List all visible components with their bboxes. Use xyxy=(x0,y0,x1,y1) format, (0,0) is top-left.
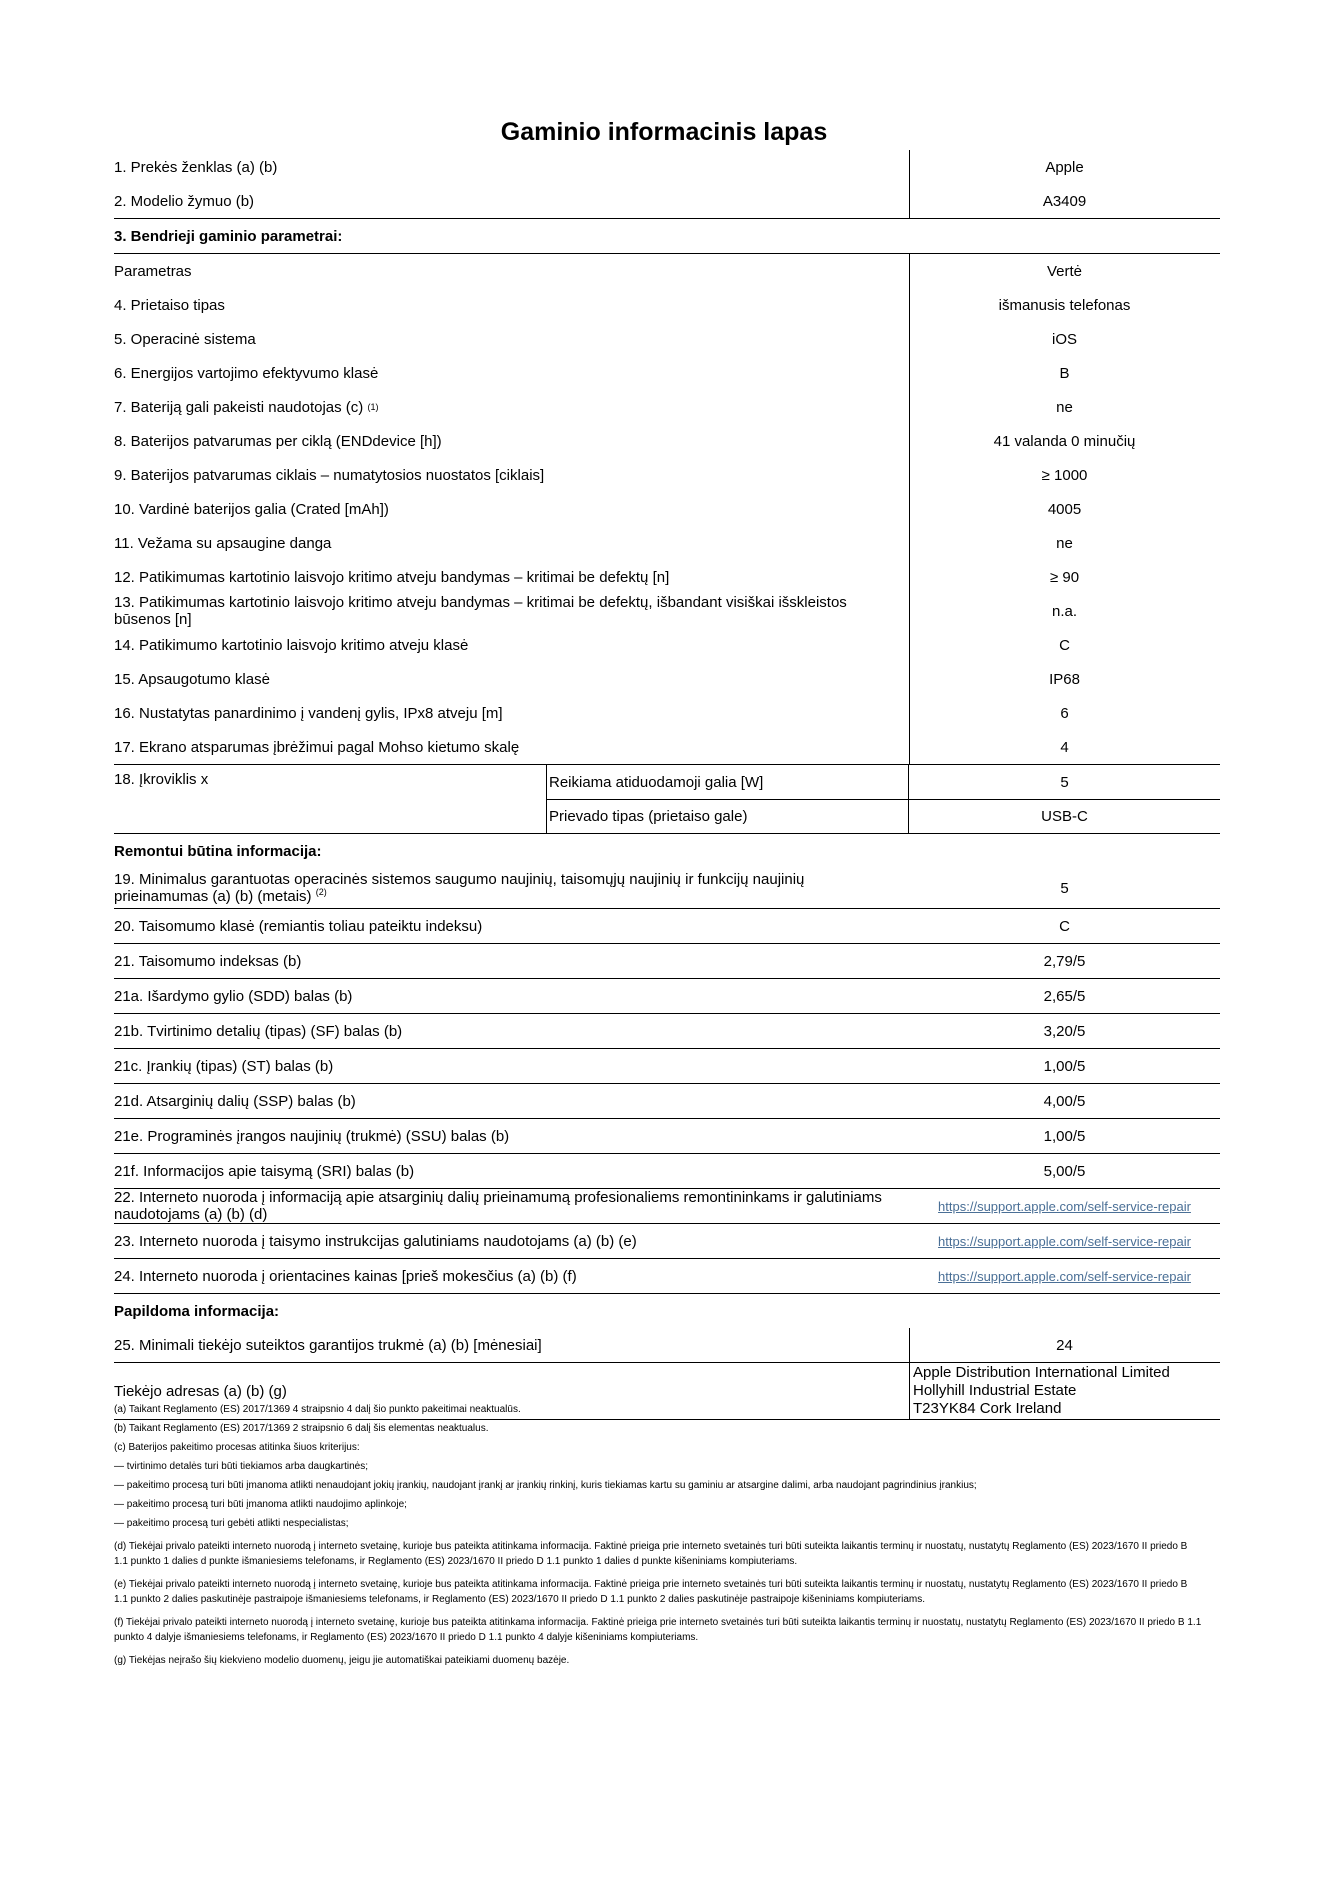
row-label: 9. Baterijos patvarumas ciklais – numatytosios nuostatos [ciklais] xyxy=(114,466,545,484)
table-row xyxy=(114,979,1220,1014)
footnote-ref: (2) xyxy=(315,887,327,897)
row-value: A3409 xyxy=(1042,192,1087,210)
table-row xyxy=(114,909,1220,944)
row-label: 13. Patikimumas kartotinio laisvojo kritimo atveju bandymas – kritimai be defektų, išbandant visiškai išskleistos būsenos [n] xyxy=(114,594,847,628)
address-line: Hollyhill Industrial Estate xyxy=(913,1382,1077,1399)
row-value: 4 xyxy=(1060,738,1069,756)
row-value: ne xyxy=(1056,534,1073,552)
table-row xyxy=(114,150,1220,184)
table-row xyxy=(114,594,1220,628)
row-label: 24. Interneto nuoroda į orientacines kainas [prieš mokesčius (a) (b) (f) xyxy=(114,1267,577,1285)
row-label-text: 19. Minimalus garantuotas operacinės sistemos saugumo naujinių, taisomųjų naujinių ir funkcijų naujinių prieinamumas (a) (b) (metais) xyxy=(114,871,805,905)
table-row xyxy=(114,868,1220,909)
table-row xyxy=(114,526,1220,560)
row-value: 4005 xyxy=(1047,500,1082,518)
table-row xyxy=(114,288,1220,322)
row-label: 5. Operacinė sistema xyxy=(114,330,256,348)
address-line: Apple Distribution International Limited xyxy=(913,1364,1170,1381)
table-row xyxy=(114,560,1220,594)
charger-label: 18. Įkroviklis x xyxy=(114,771,209,788)
row-value: ≥ 1000 xyxy=(1041,466,1088,484)
footnote-c: (c) Baterijos pakeitimo procesas atitinka šiuos kriterijus: xyxy=(114,1442,360,1453)
row-label: 10. Vardinė baterijos galia (Crated [mAh]) xyxy=(114,500,389,518)
row-label: 1. Prekės ženklas (a) (b) xyxy=(114,158,278,176)
table-row xyxy=(114,696,1220,730)
row-value-cell xyxy=(909,1189,1220,1223)
footnote-c-item: — pakeitimo procesą turi gebėti atlikti nespecialistas; xyxy=(114,1518,349,1529)
footnote-c-item: — pakeitimo procesą turi būti įmanoma atlikti nenaudojant jokių įrankių, naudojant įrankį ar įrankių rinkinį, kuris tiekiamas kartu su gaminiu ar atsargine dalimi, arba naudojant pagrindinius įrankius; xyxy=(114,1480,977,1491)
row-value: 1,00/5 xyxy=(1043,1127,1086,1145)
row-value-cell xyxy=(909,1224,1220,1258)
table-row xyxy=(114,424,1220,458)
row-label: 22. Interneto nuoroda į informaciją apie atsarginių dalių prieinamumą profesionaliems remontininkams ir galutiniams naudotojams (a) (b) (d) xyxy=(114,1189,882,1223)
charger-port-label: Prievado tipas (prietaiso gale) xyxy=(546,799,909,833)
row-label: 21e. Programinės įrangos naujinių (trukmė) (SSU) balas (b) xyxy=(114,1127,510,1145)
charger-power-row xyxy=(546,765,1220,800)
section-general-header xyxy=(114,219,1220,254)
table-row xyxy=(114,1119,1220,1154)
footnote-e: (e) Tiekėjai privalo pateikti interneto nuorodą į interneto svetainę, kurioje bus pateikta atitinkama informacija. Faktinė prieiga prie interneto svetainės turi būti suteikta laikantis terminų ir nuostatų, nustatytų Reglamento (ES) 2023/1670 II priedo B 1.1 punkto 2 dalies paskutinėje pastraipoje išmaniesiems telefonams, ir Reglamento (ES) 2023/1670 II priedo D 1.1 punkto 2 dalies paskutinėje pastraipoje kišeniniams kompiuteriams. xyxy=(114,1579,1188,1605)
table-row xyxy=(114,1084,1220,1119)
row-label: 25. Minimali tiekėjo suteiktos garantijos trukmė (a) (b) [mėnesiai] xyxy=(114,1336,542,1354)
row-label: 8. Baterijos patvarumas per ciklą (ENDdevice [h]) xyxy=(114,432,442,450)
footnote-c-item: — pakeitimo procesą turi būti įmanoma atlikti naudojimo aplinkoje; xyxy=(114,1499,407,1510)
row-label: 21c. Įrankių (tipas) (ST) balas (b) xyxy=(114,1057,334,1075)
row-label: 21b. Tvirtinimo detalių (tipas) (SF) balas (b) xyxy=(114,1022,403,1040)
section-additional-header xyxy=(114,1294,1220,1328)
row-value: 5,00/5 xyxy=(1043,1162,1086,1180)
footnotes xyxy=(114,1402,1204,1668)
params-header-label: Parametras xyxy=(114,262,192,280)
table-row xyxy=(114,1154,1220,1189)
table-row xyxy=(114,1328,1220,1362)
self-service-repair-link[interactable]: https://support.apple.com/self-service-repair xyxy=(938,1268,1191,1284)
table-row xyxy=(114,730,1220,764)
table-row xyxy=(114,1014,1220,1049)
row-value: Apple xyxy=(1045,158,1084,176)
row-label: 7. Bateriją gali pakeisti naudotojas (c) (1) xyxy=(114,398,379,416)
row-value: 5 xyxy=(1060,879,1069,897)
section-title: Papildoma informacija: xyxy=(114,1302,280,1320)
table-row xyxy=(114,184,1220,219)
self-service-repair-link[interactable]: https://support.apple.com/self-service-repair xyxy=(938,1198,1191,1214)
row-value: 2,79/5 xyxy=(1043,952,1086,970)
table-row xyxy=(114,662,1220,696)
section-repair-header xyxy=(114,834,1220,868)
row-value: IP68 xyxy=(1049,670,1080,688)
table-row xyxy=(114,1049,1220,1084)
table-row xyxy=(114,492,1220,526)
row-label xyxy=(114,868,902,908)
row-value: 6 xyxy=(1060,704,1069,722)
footnote-c-item: — tvirtinimo detalės turi būti tiekiamos arba daugkartinės; xyxy=(114,1461,369,1472)
row-label: 16. Nustatytas panardinimo į vandenį gylis, IPx8 atveju [m] xyxy=(114,704,503,722)
row-label: 20. Taisomumo klasė (remiantis toliau pateiktu indeksu) xyxy=(114,917,483,935)
table-row xyxy=(114,458,1220,492)
section-title: Remontui būtina informacija: xyxy=(114,842,322,860)
row-label: 2. Modelio žymuo (b) xyxy=(114,192,255,210)
footnote-a: (a) Taikant Reglamento (ES) 2017/1369 4 straipsnio 4 dalį šio punkto pakeitimai neaktualūs. xyxy=(114,1404,521,1415)
footnote-g: (g) Tiekėjas neįrašo šių kiekvieno modelio duomenų, jeigu jie automatiškai pateikiami duomenų bazėje. xyxy=(114,1655,570,1666)
table-row xyxy=(114,356,1220,390)
section-title: 3. Bendrieji gaminio parametrai: xyxy=(114,227,343,245)
row-label: 23. Interneto nuoroda į taisymo instrukcijas galutiniams naudotojams (a) (b) (e) xyxy=(114,1232,637,1250)
row-value: B xyxy=(1059,364,1070,382)
charger-power-label: Reikiama atiduodamoji galia [W] xyxy=(546,765,909,799)
footnote-f: (f) Tiekėjai privalo pateikti interneto nuorodą į interneto svetainę, kurioje bus pateikta atitinkama informacija. Faktinė prieiga prie interneto svetainės turi būti suteikta laikantis terminų ir nuostatų, nustatytų Reglamento (ES) 2023/1670 II priedo B 1.1 punkto 4 dalyje išmaniesiems telefonams, ir Reglamento (ES) 2023/1670 II priedo D 1.1 punkto 4 dalyje kišeniniams kompiuteriams. xyxy=(114,1617,1202,1643)
self-service-repair-link[interactable]: https://support.apple.com/self-service-repair xyxy=(938,1233,1191,1249)
row-label: 12. Patikimumas kartotinio laisvojo kritimo atveju bandymas – kritimai be defektų [n] xyxy=(114,568,670,586)
row-label: 21f. Informacijos apie taisymą (SRI) balas (b) xyxy=(114,1162,415,1180)
row-label: 11. Vežama su apsaugine danga xyxy=(114,534,332,552)
charger-port-value: USB-C xyxy=(1041,807,1088,825)
address-line: T23YK84 Cork Ireland xyxy=(913,1400,1062,1417)
row-value: 3,20/5 xyxy=(1043,1022,1086,1040)
row-value: 24 xyxy=(1056,1336,1073,1354)
footnote-d: (d) Tiekėjai privalo pateikti interneto nuorodą į interneto svetainę, kurioje bus pateikta atitinkama informacija. Faktinė prieiga prie interneto svetainės turi būti suteikta laikantis terminų ir nuostatų, nustatytų Reglamento (ES) 2023/1670 II priedo B 1.1 punkto 1 dalies d punkte išmaniesiems telefonams, ir Reglamento (ES) 2023/1670 II priedo D 1.1 punkto 1 dalies d punkte kišeniniams kompiuteriams. xyxy=(114,1541,1188,1567)
params-header-value: Vertė xyxy=(1046,262,1083,280)
row-value: C xyxy=(1059,917,1070,935)
product-info-table xyxy=(114,150,1220,1420)
row-label-text: 7. Bateriją gali pakeisti naudotojas (c) xyxy=(114,398,364,416)
table-row xyxy=(114,390,1220,424)
row-label: 21d. Atsarginių dalių (SSP) balas (b) xyxy=(114,1092,356,1110)
footnote-b: (b) Taikant Reglamento (ES) 2017/1369 2 straipsnio 6 dalį šis elementas neaktualus. xyxy=(114,1423,489,1434)
row-label: 17. Ekrano atsparumas įbrėžimui pagal Mohso kietumo skalę xyxy=(114,738,520,756)
table-row xyxy=(114,1189,1220,1224)
row-value: ≥ 90 xyxy=(1049,568,1080,586)
row-value: C xyxy=(1059,636,1070,654)
row-value-cell xyxy=(909,1259,1220,1293)
row-value: iOS xyxy=(1051,330,1077,348)
table-row xyxy=(114,1259,1220,1294)
row-value: ne xyxy=(1056,398,1073,416)
charger-row xyxy=(114,764,1220,834)
row-label: 4. Prietaiso tipas xyxy=(114,296,225,314)
row-label: 21. Taisomumo indeksas (b) xyxy=(114,952,302,970)
table-row xyxy=(114,1224,1220,1259)
row-label: 21a. Išardymo gylio (SDD) balas (b) xyxy=(114,987,353,1005)
table-row xyxy=(114,322,1220,356)
row-label: 14. Patikimumo kartotinio laisvojo kritimo atveju klasė xyxy=(114,636,469,654)
row-value: išmanusis telefonas xyxy=(998,296,1131,314)
params-header-row xyxy=(114,254,1220,288)
page-title: Gaminio informacinis lapas xyxy=(500,118,828,146)
row-value: 41 valanda 0 minučių xyxy=(993,432,1136,450)
row-label: 6. Energijos vartojimo efektyvumo klasė xyxy=(114,364,379,382)
charger-power-value: 5 xyxy=(1060,773,1069,791)
table-row xyxy=(114,628,1220,662)
charger-port-row xyxy=(546,799,1220,833)
row-value: 4,00/5 xyxy=(1043,1092,1086,1110)
table-row xyxy=(114,944,1220,979)
row-label: 15. Apsaugotumo klasė xyxy=(114,670,270,688)
row-value: n.a. xyxy=(1051,602,1078,620)
row-value: 2,65/5 xyxy=(1043,987,1086,1005)
supplier-label: Tiekėjo adresas (a) (b) (g) xyxy=(114,1382,287,1400)
row-value: 1,00/5 xyxy=(1043,1057,1086,1075)
